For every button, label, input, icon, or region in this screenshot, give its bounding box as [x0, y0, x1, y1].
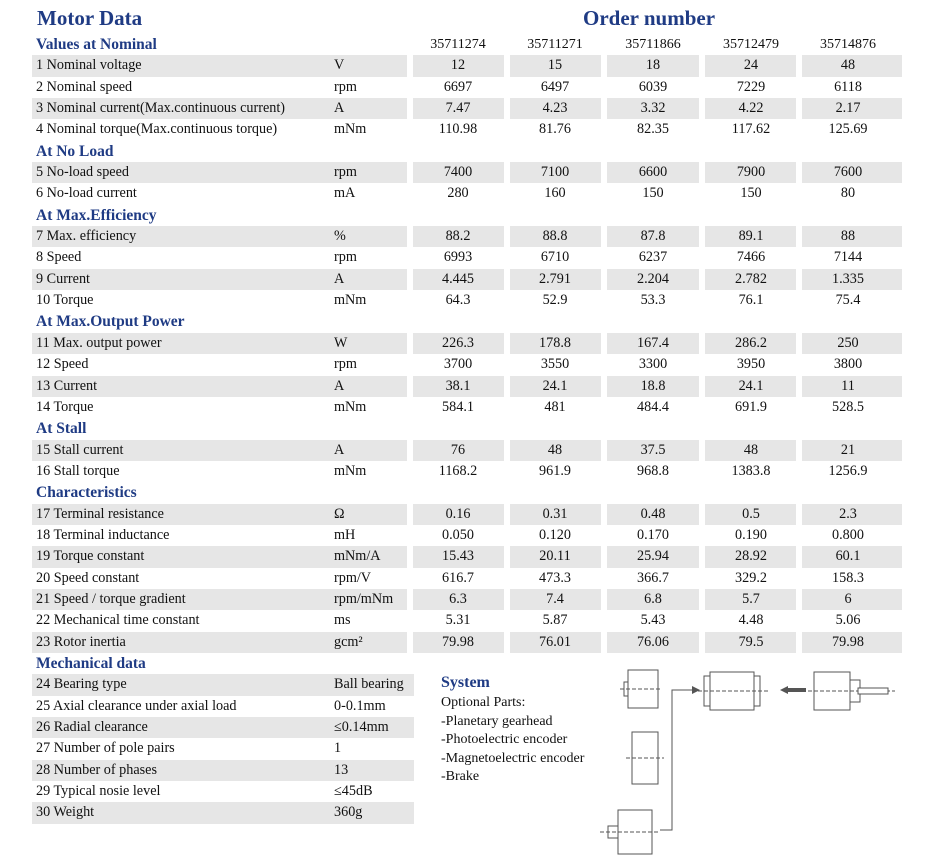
row-value: 6697	[443, 78, 473, 95]
row-value: 366.7	[637, 569, 669, 586]
row-value: 6.3	[449, 590, 467, 607]
row-unit: 360g	[334, 804, 363, 821]
arrow-left-icon	[780, 686, 788, 694]
table-row	[32, 632, 902, 653]
order-number-cell: 35714876	[820, 37, 876, 52]
row-value: 88.2	[445, 228, 471, 245]
row-value: 0.5	[742, 505, 760, 522]
row-value: 7.4	[546, 590, 564, 607]
row-unit: A	[334, 441, 345, 458]
row-label: 29 Typical nosie level	[36, 783, 161, 800]
row-value: 6.8	[644, 590, 662, 607]
row-value: 3950	[736, 356, 766, 373]
row-value: 6039	[638, 78, 668, 95]
row-label: 1 Nominal voltage	[36, 57, 142, 74]
table-row	[32, 333, 902, 354]
row-unit: mNm	[334, 398, 367, 415]
table-row	[32, 290, 902, 311]
row-value: 0.190	[735, 526, 767, 543]
row-label: 2 Nominal speed	[36, 78, 133, 95]
row-label: 4 Nominal torque(Max.continuous torque)	[36, 121, 278, 138]
column-gap	[699, 98, 705, 119]
row-value: 21	[840, 441, 856, 458]
row-label: 13 Current	[36, 377, 98, 394]
row-value: 88	[840, 228, 856, 245]
row-unit: 0-0.1mm	[334, 697, 386, 714]
row-value: 79.98	[832, 633, 864, 650]
row-value: 473.3	[539, 569, 571, 586]
row-label: 23 Rotor inertia	[36, 633, 126, 650]
section-heading	[32, 418, 902, 439]
row-label: 6 No-load current	[36, 185, 137, 202]
row-value: 7400	[443, 164, 473, 181]
row-unit: Ω	[334, 505, 345, 522]
row-value: 481	[544, 398, 566, 415]
table-row	[32, 760, 414, 781]
row-label: 18 Terminal inductance	[36, 526, 170, 543]
row-value: 7229	[736, 78, 766, 95]
table-row	[32, 440, 902, 461]
row-value: 24.1	[542, 377, 568, 394]
row-unit: rpm/V	[334, 569, 372, 586]
row-value: 528.5	[832, 398, 864, 415]
row-value: 3.32	[640, 100, 666, 117]
row-value: 38.1	[445, 377, 471, 394]
table-row	[32, 162, 902, 183]
section-heading-label: Values at Nominal	[36, 36, 157, 53]
table-row	[32, 461, 902, 482]
row-value: 64.3	[445, 292, 471, 309]
row-value: 2.791	[539, 270, 571, 287]
column-gap	[796, 269, 802, 290]
row-unit: A	[334, 100, 345, 117]
motor-drawing	[698, 672, 768, 710]
column-gap	[699, 546, 705, 567]
order-number-title: Order number	[583, 6, 716, 30]
row-value: 75.4	[835, 292, 861, 309]
column-gap	[699, 55, 705, 76]
row-label: 26 Radial clearance	[36, 719, 148, 735]
row-unit: rpm	[334, 249, 357, 266]
table-row	[32, 226, 902, 247]
row-value: 3300	[638, 356, 668, 373]
brake-drawing	[626, 732, 664, 784]
row-value: 4.23	[542, 100, 568, 117]
row-value: 6993	[443, 249, 473, 266]
row-label: 3 Nominal current(Max.continuous current)	[36, 100, 285, 117]
table-row	[32, 525, 902, 546]
row-value: 11	[841, 377, 855, 394]
table-row	[32, 717, 414, 738]
row-label: 14 Torque	[36, 398, 94, 415]
row-label: 11 Max. output power	[36, 334, 162, 351]
column-gap	[601, 269, 607, 290]
row-value: 584.1	[442, 398, 474, 415]
row-unit: rpm/mNm	[334, 590, 394, 607]
row-unit: gcm²	[334, 633, 363, 650]
table-row	[32, 504, 902, 525]
table-row	[32, 397, 902, 418]
row-unit: A	[334, 377, 345, 394]
row-unit: 1	[334, 740, 342, 757]
column-gap	[699, 632, 705, 653]
row-value: 3800	[833, 356, 863, 373]
row-value: 15	[547, 57, 563, 74]
row-value: 961.9	[539, 462, 571, 479]
row-value: 6600	[638, 164, 668, 181]
row-unit: ms	[334, 612, 351, 629]
row-label: 8 Speed	[36, 249, 82, 266]
table-row	[32, 55, 902, 76]
column-gap	[601, 589, 607, 610]
row-value: 691.9	[735, 398, 767, 415]
section-heading-label: At No Load	[36, 142, 114, 160]
row-value: 2.204	[637, 270, 669, 287]
table-row	[32, 77, 902, 98]
row-value: 1168.2	[438, 462, 478, 479]
column-gap	[699, 269, 705, 290]
section-heading	[32, 141, 902, 162]
column-gap	[601, 546, 607, 567]
order-number-cell: 35711866	[625, 37, 681, 52]
row-value: 0.050	[442, 526, 474, 543]
gearhead-drawing	[620, 670, 660, 708]
row-unit: mA	[334, 185, 356, 202]
row-label: 25 Axial clearance under axial load	[36, 697, 237, 714]
row-value: 37.5	[640, 441, 666, 458]
row-value: 2.782	[735, 270, 767, 287]
column-gap	[796, 162, 802, 183]
row-value: 968.8	[637, 462, 669, 479]
column-gap	[796, 440, 802, 461]
arrow-right-icon	[692, 686, 700, 694]
order-number-cell: 35712479	[723, 37, 779, 52]
table-row	[32, 610, 902, 631]
column-gap	[601, 504, 607, 525]
row-value: 1383.8	[731, 462, 771, 479]
system-line: -Magnetoelectric encoder	[441, 750, 585, 766]
section-heading	[32, 482, 902, 503]
column-gap	[796, 376, 802, 397]
row-value: 7100	[540, 164, 570, 181]
row-label: 5 No-load speed	[36, 164, 129, 181]
row-label: 24 Bearing type	[36, 676, 127, 693]
table-row	[32, 183, 902, 204]
column-gap	[796, 589, 802, 610]
row-unit: mNm	[334, 462, 367, 479]
order-number-cell: 35711271	[527, 37, 583, 52]
row-value: 5.43	[640, 612, 666, 629]
row-label: 30 Weight	[36, 804, 95, 821]
row-value: 0.16	[445, 505, 471, 522]
row-label: 10 Torque	[36, 292, 94, 309]
row-label: 27 Number of pole pairs	[36, 740, 175, 757]
row-value: 7466	[736, 249, 766, 266]
row-value: 6118	[834, 78, 862, 95]
row-unit: W	[334, 334, 348, 351]
row-value: 280	[447, 185, 469, 202]
row-value: 79.98	[442, 633, 474, 650]
row-label: 16 Stall torque	[36, 462, 120, 479]
row-label: 19 Torque constant	[36, 548, 145, 565]
row-value: 60.1	[835, 548, 861, 565]
row-unit: A	[334, 270, 345, 287]
row-value: 0.170	[637, 526, 669, 543]
column-gap	[601, 55, 607, 76]
section-heading	[32, 205, 902, 226]
row-value: 24.1	[738, 377, 764, 394]
row-value: 25.94	[637, 548, 669, 565]
table-row	[32, 376, 902, 397]
row-value: 6710	[540, 249, 570, 266]
row-unit: mH	[334, 526, 356, 543]
table-row	[32, 546, 902, 567]
row-value: 80	[840, 185, 856, 202]
row-value: 15.43	[442, 548, 474, 565]
row-value: 24	[743, 57, 759, 74]
column-gap	[601, 226, 607, 247]
row-label: 22 Mechanical time constant	[36, 612, 200, 629]
order-number-header-row	[32, 34, 902, 55]
table-row	[32, 119, 902, 140]
table-row	[32, 269, 902, 290]
row-value: 7.47	[445, 100, 471, 117]
row-value: 110.98	[438, 121, 478, 138]
row-value: 117.62	[731, 121, 771, 138]
section-heading-label: At Stall	[36, 420, 87, 438]
row-value: 150	[642, 185, 664, 202]
row-value: 12	[450, 57, 466, 74]
column-gap	[699, 589, 705, 610]
section-heading-label: Mechanical data	[36, 654, 146, 672]
bottom-encoder-drawing	[600, 810, 660, 854]
system-line: Optional Parts:	[441, 695, 526, 710]
row-unit: mNm/A	[334, 548, 381, 565]
row-value: 2.17	[835, 100, 861, 117]
row-value: 82.35	[637, 121, 669, 138]
row-unit: ≤45dB	[334, 783, 373, 800]
table-row	[32, 568, 902, 589]
system-line: -Planetary gearhead	[441, 713, 553, 729]
row-value: 150	[740, 185, 762, 202]
column-gap	[601, 162, 607, 183]
column-gap	[699, 440, 705, 461]
row-value: 484.4	[637, 398, 669, 415]
table-row	[32, 354, 902, 375]
row-value: 250	[837, 334, 859, 351]
row-value: 5.06	[835, 612, 861, 629]
row-value: 81.76	[539, 121, 571, 138]
row-value: 3700	[443, 356, 473, 373]
column-gap	[699, 226, 705, 247]
row-value: 158.3	[832, 569, 864, 586]
encoder-drawing	[808, 672, 895, 710]
row-unit: 13	[334, 761, 349, 778]
column-gap	[601, 333, 607, 354]
section-heading	[32, 311, 902, 332]
row-unit: rpm	[334, 78, 357, 95]
column-gap	[796, 504, 802, 525]
row-value: 4.48	[738, 612, 764, 629]
row-value: 76.06	[637, 633, 669, 650]
column-gap	[796, 55, 802, 76]
row-label: 17 Terminal resistance	[36, 505, 164, 522]
row-label: 20 Speed constant	[36, 569, 140, 586]
row-value: 6497	[540, 78, 570, 95]
column-gap	[796, 333, 802, 354]
row-value: 7600	[833, 164, 863, 181]
row-value: 18.8	[640, 377, 666, 394]
row-value: 0.120	[539, 526, 571, 543]
column-gap	[601, 98, 607, 119]
row-value: 2.3	[839, 505, 857, 522]
row-value: 52.9	[542, 292, 568, 309]
row-value: 178.8	[539, 334, 571, 351]
row-value: 7144	[833, 249, 863, 266]
row-value: 76	[450, 441, 466, 458]
row-value: 1256.9	[828, 462, 868, 479]
row-label: 12 Speed	[36, 356, 89, 373]
column-gap	[601, 440, 607, 461]
row-value: 48	[547, 441, 563, 458]
row-value: 89.1	[738, 228, 764, 245]
table-row	[32, 674, 414, 695]
row-value: 4.445	[442, 270, 474, 287]
row-value: 0.48	[640, 505, 666, 522]
row-value: 0.800	[832, 526, 864, 543]
row-label: 7 Max. efficiency	[36, 228, 137, 245]
row-value: 76.1	[738, 292, 764, 309]
column-gap	[699, 504, 705, 525]
system-line: -Brake	[441, 769, 480, 784]
column-gap	[796, 226, 802, 247]
row-value: 0.31	[542, 505, 568, 522]
row-label: 21 Speed / torque gradient	[36, 590, 186, 607]
row-value: 286.2	[735, 334, 767, 351]
system-title: System	[441, 674, 490, 691]
row-value: 76.01	[539, 633, 571, 650]
column-gap	[699, 376, 705, 397]
row-value: 6	[844, 590, 852, 607]
row-value: 18	[645, 57, 661, 74]
section-heading-label: At Max.Output Power	[36, 313, 185, 331]
row-unit: Ball bearing	[334, 676, 404, 693]
row-label: 28 Number of phases	[36, 761, 157, 778]
page-title: Motor Data	[37, 6, 143, 30]
row-value: 4.22	[738, 100, 764, 117]
row-value: 53.3	[640, 292, 666, 309]
row-value: 28.92	[735, 548, 767, 565]
row-value: 79.5	[738, 633, 764, 650]
row-value: 5.87	[542, 612, 568, 629]
column-gap	[796, 98, 802, 119]
row-unit: mNm	[334, 292, 367, 309]
row-value: 20.11	[539, 548, 571, 565]
row-unit: ≤0.14mm	[334, 719, 389, 735]
row-value: 6237	[638, 249, 668, 266]
row-value: 329.2	[735, 569, 767, 586]
row-value: 5.7	[742, 590, 760, 607]
row-value: 125.69	[828, 121, 868, 138]
row-unit: V	[334, 57, 345, 74]
row-unit: rpm	[334, 164, 357, 181]
row-label: 15 Stall current	[36, 441, 124, 458]
row-value: 616.7	[442, 569, 474, 586]
row-value: 1.335	[832, 270, 864, 287]
column-gap	[699, 333, 705, 354]
table-row	[32, 247, 902, 268]
row-value: 167.4	[637, 334, 669, 351]
system-diagram	[600, 662, 900, 862]
row-value: 48	[840, 57, 856, 74]
row-value: 7900	[736, 164, 766, 181]
row-value: 87.8	[640, 228, 666, 245]
table-row	[32, 802, 414, 823]
column-gap	[796, 632, 802, 653]
column-gap	[796, 546, 802, 567]
row-label: 9 Current	[36, 270, 90, 287]
column-gap	[601, 376, 607, 397]
row-unit: mNm	[334, 121, 367, 138]
row-unit: rpm	[334, 356, 357, 373]
row-value: 5.31	[445, 612, 471, 629]
column-gap	[699, 162, 705, 183]
row-unit: %	[334, 228, 346, 245]
section-heading-label: Characteristics	[36, 484, 137, 502]
row-value: 48	[743, 441, 759, 458]
table-row	[32, 589, 902, 610]
system-line: -Photoelectric encoder	[441, 732, 568, 747]
section-heading-label: At Max.Efficiency	[36, 206, 157, 224]
table-row	[32, 98, 902, 119]
row-value: 160	[544, 185, 566, 202]
row-value: 226.3	[442, 334, 474, 351]
row-value: 88.8	[542, 228, 568, 245]
order-number-cell: 35711274	[430, 37, 486, 52]
row-value: 3550	[540, 356, 570, 373]
column-gap	[601, 632, 607, 653]
